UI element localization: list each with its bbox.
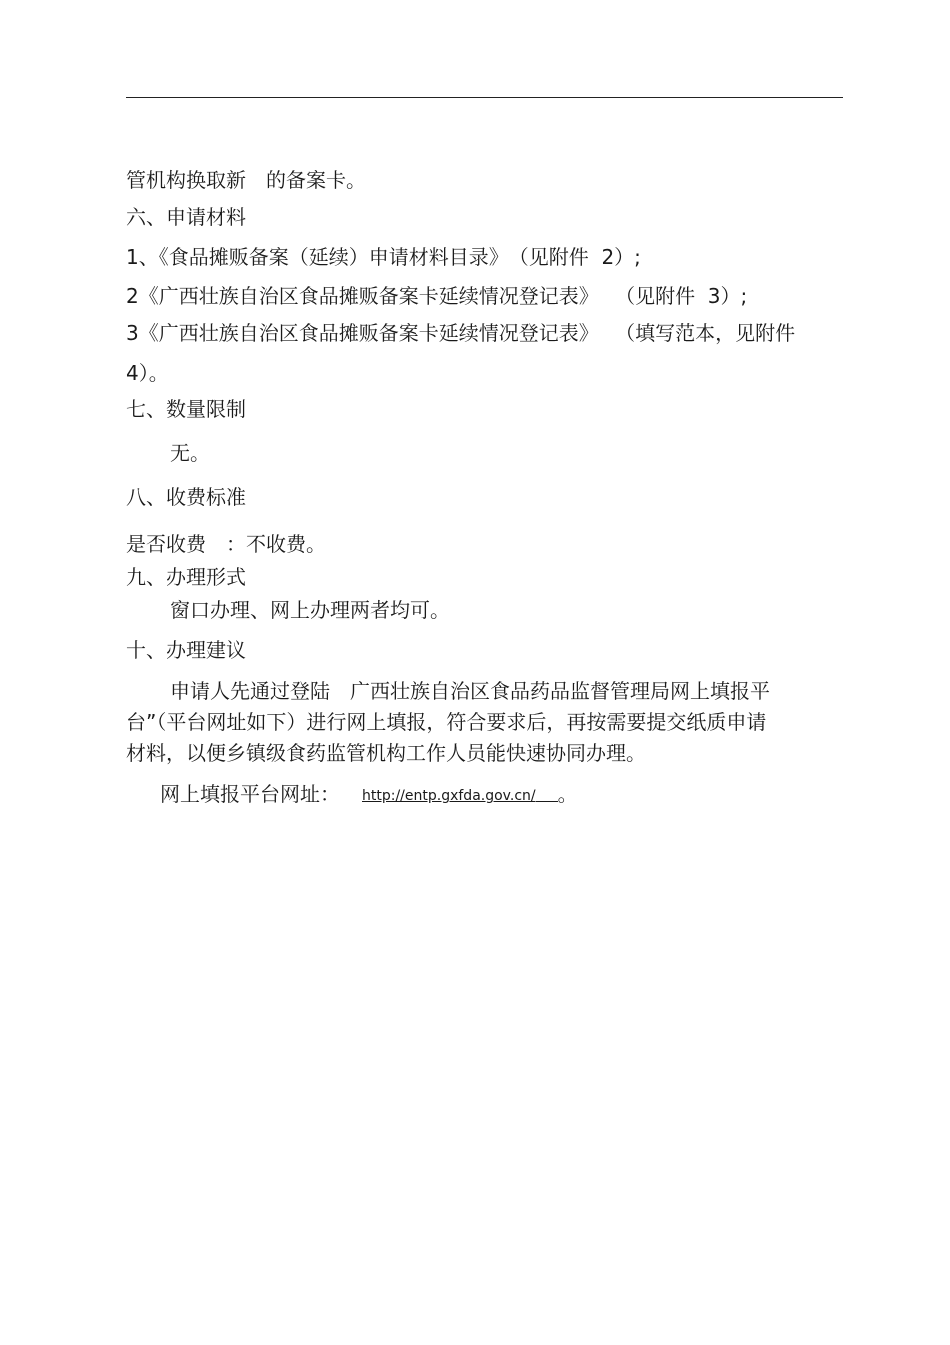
url-underline-gap <box>536 787 558 802</box>
section-6-heading: 六、申请材料 <box>126 205 246 229</box>
platform-url-label: 网上填报平台网址： <box>160 782 340 806</box>
section-8-heading: 八、收费标准 <box>126 485 246 509</box>
url-end-punct: 。 <box>557 782 578 806</box>
section-10-heading: 十、办理建议 <box>126 638 246 662</box>
paragraph-line-2: 台”（平台网址如下）进行网上填报，符合要求后，再按需要提交纸质申请 <box>126 710 767 734</box>
material-item-2: 2《广西壮族自治区食品摊贩备案卡延续情况登记表》 （见附件 3）; <box>126 284 748 308</box>
header-rule <box>126 97 843 98</box>
platform-url-link[interactable]: http://entp.gxfda.gov.cn/ <box>362 788 536 804</box>
section-7-body: 无。 <box>170 441 210 465</box>
section-7-heading: 七、数量限制 <box>126 397 246 421</box>
material-item-1: 1、《食品摊贩备案（延续）申请材料目录》 （见附件 2）; <box>126 245 641 269</box>
section-9-body: 窗口办理、网上办理两者均可。 <box>170 598 450 622</box>
paragraph-line-3: 材料，以便乡镇级食药监管机构工作人员能快速协同办理。 <box>126 741 646 765</box>
continuation-line: 管机构换取新 的备案卡。 <box>126 168 366 192</box>
material-item-3-cont: 4）。 <box>126 361 169 385</box>
material-item-3: 3《广西壮族自治区食品摊贩备案卡延续情况登记表》 （填写范本，见附件 <box>126 321 796 345</box>
paragraph-line-1: 申请人先通过登陆 广西壮族自治区食品药品监督管理局网上填报平 <box>170 679 770 703</box>
section-9-heading: 九、办理形式 <box>126 565 246 589</box>
section-8-body: 是否收费 ：不收费。 <box>126 532 326 556</box>
platform-url-line <box>160 781 578 809</box>
